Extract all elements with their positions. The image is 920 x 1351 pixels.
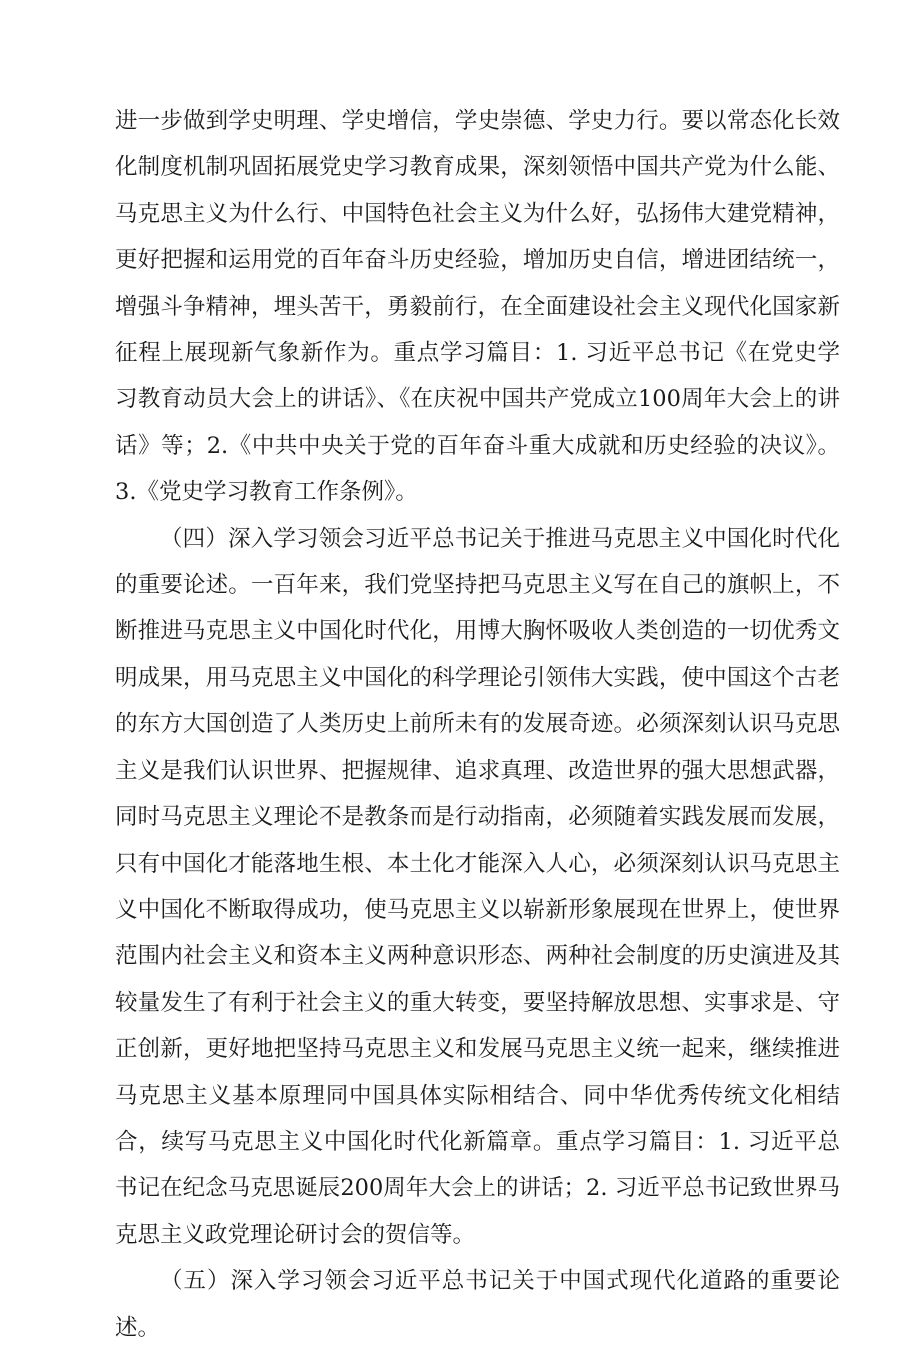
paragraph-continuation: 进一步做到学史明理、学史增信，学史崇德、学史力行。要以常态化长效化制度机制巩固拓展党史学习教育成果，深刻领悟中国共产党为什么能、马克思主义为什么行、中国特色社会主义为什么好，弘扬伟大建党精神，更好把握和运用党的百年奋斗历史经验，增加历史自信，增进团结统一，增强斗争精神，埋头苦干，勇毅前行，在全面建设社会主义现代化国家新征程上展现新气象新作为。重点学习篇目：1. 习近平总书记《在党史学习教育动员大会上的讲话》、《在庆祝中国共产党成立100周年大会上的讲话》等；2.《中共中央关于党的百年奋斗重大成就和历史经验的决议》。3.《党史学习教育工作条例》。 [115, 108, 840, 506]
paragraph-section-4: （四）深入学习领会习近平总书记关于推进马克思主义中国化时代化的重要论述。一百年来，我们党坚持把马克思主义写在自己的旗帜上，不断推进马克思主义中国化时代化，用博大胸怀吸收人类创造的一切优秀文明成果，用马克思主义中国化的科学理论引领伟大实践，使中国这个古老的东方大国创造了人类历史上前所未有的发展奇迹。必须深刻认识马克思主义是我们认识世界、把握规律、追求真理、改造世界的强大思想武器，同时马克思主义理论不是教条而是行动指南，必须随着实践发展而发展，只有中国化才能落地生根、本土化才能深入人心，必须深刻认识马克思主义中国化不断取得成功，使马克思主义以崭新形象展现在世界上，使世界范围内社会主义和资本主义两种意识形态、两种社会制度的历史演进及其较量发生了有利于社会主义的重大转变，要坚持解放思想、实事求是、守正创新，更好地把坚持马克思主义和发展马克思主义统一起来，继续推进马克思主义基本原理同中国具体实际相结合、同中华优秀传统文化相结合，续写马克思主义中国化时代化新篇章。重点学习篇目：1. 习近平总书记在纪念马克思诞辰200周年大会上的讲话；2. 习近平总书记致世界马克思主义政党理论研讨会的贺信等。 [115, 525, 840, 1248]
paragraph-section-5: （五）深入学习领会习近平总书记关于中国式现代化道路的重要论述。 [115, 1268, 840, 1341]
document-page [115, 98, 840, 1351]
